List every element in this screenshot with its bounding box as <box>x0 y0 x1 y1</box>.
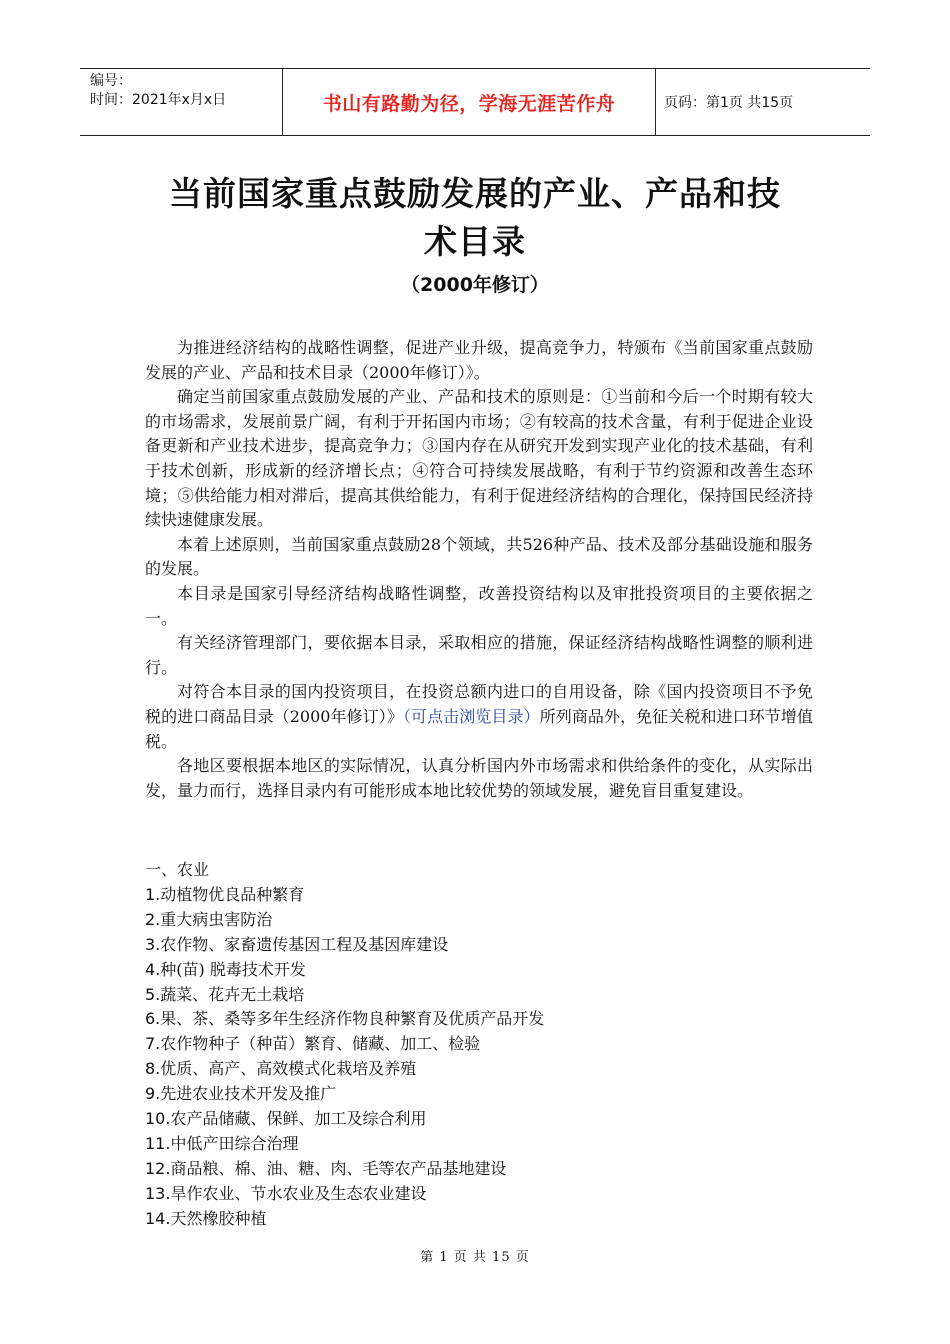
header-page-code: 页码：第1页 共15页 <box>664 95 794 111</box>
item-text: 动植物优良品种繁育 <box>160 884 305 904</box>
item-number: 3. <box>145 934 161 954</box>
document-title-line1: 当前国家重点鼓励发展的产业、产品和技 <box>169 174 781 213</box>
list-item <box>145 1207 813 1232</box>
paragraph-departments: 有关经济管理部门，要依据本目录，采取相应的措施，保证经济结构战略性调整的顺利进行。 <box>145 633 813 677</box>
list-item <box>145 1057 813 1082</box>
document-body <box>145 336 813 803</box>
doc-time: 时间：2021年x月x日 <box>90 92 227 108</box>
list-item <box>145 1107 813 1132</box>
item-number: 13. <box>145 1183 171 1203</box>
paragraph-scope: 本着上述原则，当前国家重点鼓励28个领域，共526种产品、技术及部分基础设施和服务的发展。 <box>145 534 813 579</box>
paragraph-intro: 为推进经济结构的战略性调整，促进产业升级，提高竞争力，特颁布《当前国家重点鼓励发展的产业、产品和技术目录（2000年修订）》。 <box>145 338 813 382</box>
list-item <box>145 1157 813 1182</box>
list-item <box>145 1132 813 1157</box>
paragraph-principles: 确定当前国家重点鼓励发展的产业、产品和技术的原则是：①当前和今后一个时期有较大的市场需求，发展前景广阔，有利于开拓国内市场；②有较高的技术含量，有利于促进企业设备更新和产业技术进步，提高竞争力；③国内存在从研究开发到实现产业化的技术基础，有利于技术创新，形成新的经济增长点；④符合可持续发展战略，有利于节约资源和改善生态环境；⑤供给能力相对滞后，提高其供给能力，有利于促进经济结构的合理化，保持国民经济持续快速健康发展。 <box>145 387 813 530</box>
item-number: 9. <box>145 1084 161 1104</box>
paragraph-basis: 本目录是国家引导经济结构战略性调整，改善投资结构以及审批投资项目的主要依据之一。 <box>145 583 813 628</box>
item-number: 10. <box>145 1109 171 1129</box>
list-item <box>145 908 813 933</box>
item-text: 农产品储藏、保鲜、加工及综合利用 <box>170 1109 427 1129</box>
list-item <box>145 1007 813 1032</box>
paragraph-regions: 各地区要根据本地区的实际情况，认真分析国内外市场需求和供给条件的变化，从实际出发，量力而行，选择目录内有可能形成本地比较优势的领域发展，避免盲目重复建设。 <box>145 756 813 800</box>
list-item <box>145 933 813 958</box>
header-table <box>80 68 870 136</box>
item-number: 8. <box>145 1059 161 1079</box>
item-number: 7. <box>145 1034 161 1054</box>
list-item <box>145 958 813 983</box>
item-number: 1. <box>145 884 161 904</box>
item-text: 旱作农业、节水农业及生态农业建设 <box>170 1183 427 1203</box>
paragraph-tax-text-after: 所列商品外，免征关税和进口环节增值税。 <box>145 706 813 751</box>
list-item <box>145 883 813 908</box>
list-item <box>145 1032 813 1057</box>
item-text: 天然橡胶种植 <box>170 1208 267 1228</box>
item-text: 重大病虫害防治 <box>160 909 273 929</box>
item-number: 12. <box>145 1158 171 1178</box>
list-item <box>145 1082 813 1107</box>
item-text: 农作物种子（种苗）繁育、储藏、加工、检验 <box>160 1034 481 1054</box>
item-number: 6. <box>145 1009 161 1029</box>
item-text: 蔬菜、花卉无土栽培 <box>160 984 305 1004</box>
item-number: 5. <box>145 984 161 1004</box>
section-item-list <box>145 883 813 1232</box>
section-agriculture <box>145 858 813 1232</box>
document-subtitle: （2000年修订） <box>401 274 549 296</box>
page-footer: 第 1 页 共 15 页 <box>420 1250 530 1265</box>
item-text: 中低产田综合治理 <box>170 1133 299 1153</box>
item-number: 14. <box>145 1208 171 1228</box>
item-text: 商品粮、棉、油、糖、肉、毛等农产品基地建设 <box>170 1158 507 1178</box>
item-number: 11. <box>145 1133 171 1153</box>
item-number: 2. <box>145 909 161 929</box>
list-item <box>145 983 813 1008</box>
item-text: 优质、高产、高效模式化栽培及养殖 <box>160 1059 417 1079</box>
item-text: 种(苗) 脱毒技术开发 <box>160 959 306 979</box>
paragraph-tax <box>145 680 813 754</box>
doc-number-label: 编号： <box>90 73 132 89</box>
item-number: 4. <box>145 959 161 979</box>
item-text: 果、茶、桑等多年生经济作物良种繁育及优质产品开发 <box>160 1009 545 1029</box>
header-motto: 书山有路勤为径，学海无涯苦作舟 <box>282 69 656 135</box>
section-heading: 一、农业 <box>145 860 210 879</box>
list-item <box>145 1182 813 1207</box>
document-title-line2: 术目录 <box>424 222 526 261</box>
item-text: 农作物、家畜遗传基因工程及基因库建设 <box>160 934 449 954</box>
item-text: 先进农业技术开发及推广 <box>160 1084 337 1104</box>
paragraph-tax-text-before: 对符合本目录的国内投资项目，在投资总额内进口的自用设备，除《国内投资项目不予免税的进口商品目录（2000年修订）》 <box>145 682 813 726</box>
catalog-link[interactable]: （可点击浏览目录） <box>402 706 540 726</box>
header-info-cell <box>80 69 282 135</box>
